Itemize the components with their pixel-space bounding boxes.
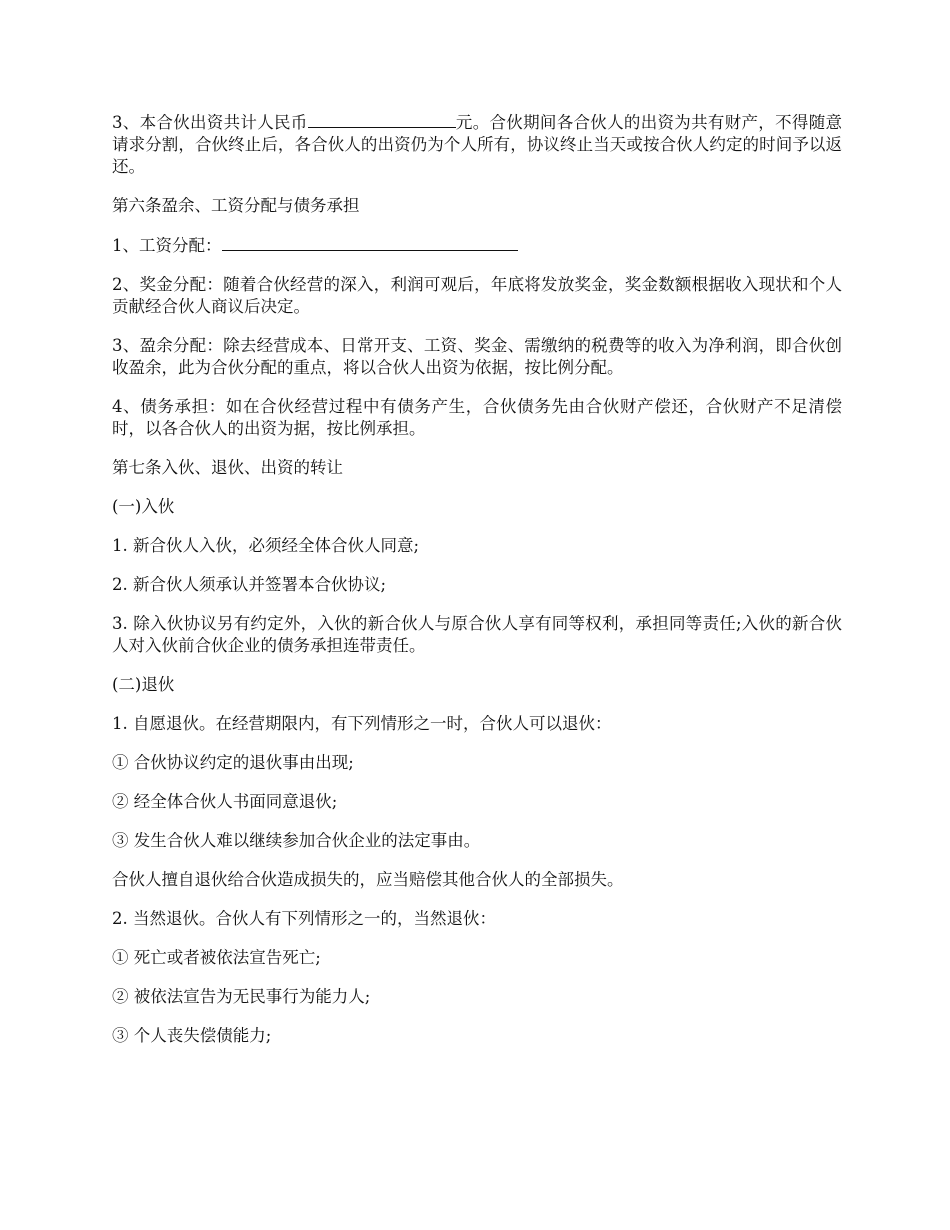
subheading-admission: (一)入伙 [112, 497, 175, 516]
document-page [112, 111, 842, 1064]
list-item: 2. 当然退伙。合伙人有下列情形之一的，当然退伙： [112, 909, 496, 928]
list-item: ② 经全体合伙人书面同意退伙; [112, 792, 338, 811]
list-item: 3. 除入伙协议另有约定外，入伙的新合伙人与原合伙人享有同等权利，承担同等责任;入伙的新合伙人对入伙前合伙企业的债务承担连带责任。 [112, 614, 842, 655]
paragraph-capital-contribution: 3、本合伙出资共计人民币 元。合伙期间各合伙人的出资为共有财产，不得随意请求分割，合伙终止后，各合伙人的出资仍为个人所有，协议终止当天或按合伙人约定的时间予以返还。 [112, 113, 843, 176]
list-item: 2. 新合伙人须承认并签署本合伙协议; [112, 575, 387, 594]
paragraph-bonus-distribution: 2、奖金分配：随着合伙经营的深入，利润可观后，年底将发放奖金，奖金数额根据收入现状和个人贡献经合伙人商议后决定。 [112, 275, 842, 316]
list-item: 1. 新合伙人入伙，必须经全体合伙人同意; [112, 536, 420, 555]
list-item: ① 死亡或者被依法宣告死亡; [112, 948, 321, 967]
amount-blank-line [308, 111, 456, 128]
list-item: ② 被依法宣告为无民事行为能力人; [112, 987, 371, 1006]
section-heading-article-7: 第七条入伙、退伙、出资的转让 [112, 458, 343, 477]
list-item: ① 合伙协议约定的退伙事由出现; [112, 753, 354, 772]
subheading-withdrawal: (二)退伙 [112, 675, 175, 694]
section-heading-article-6: 第六条盈余、工资分配与债务承担 [112, 196, 360, 215]
paragraph-salary-distribution: 1、工资分配： [112, 234, 842, 257]
list-item: ③ 发生合伙人难以继续参加合伙企业的法定事由。 [112, 831, 481, 850]
salary-blank-line [222, 234, 518, 251]
paragraph-debt-bearing: 4、债务承担：如在合伙经营过程中有债务产生，合伙债务先由合伙财产偿还，合伙财产不足清偿时，以各合伙人的出资为据，按比例承担。 [112, 397, 842, 438]
paragraph-surplus-distribution: 3、盈余分配：除去经营成本、日常开支、工资、奖金、需缴纳的税费等的收入为净利润，即合伙创收盈余，此为合伙分配的重点，将以合伙人出资为依据，按比例分配。 [112, 336, 842, 377]
paragraph-compensation: 合伙人擅自退伙给合伙造成损失的，应当赔偿其他合伙人的全部损失。 [112, 870, 624, 889]
list-item: 1. 自愿退伙。在经营期限内，有下列情形之一时，合伙人可以退伙： [112, 714, 612, 733]
list-item: ③ 个人丧失偿债能力; [112, 1026, 272, 1045]
